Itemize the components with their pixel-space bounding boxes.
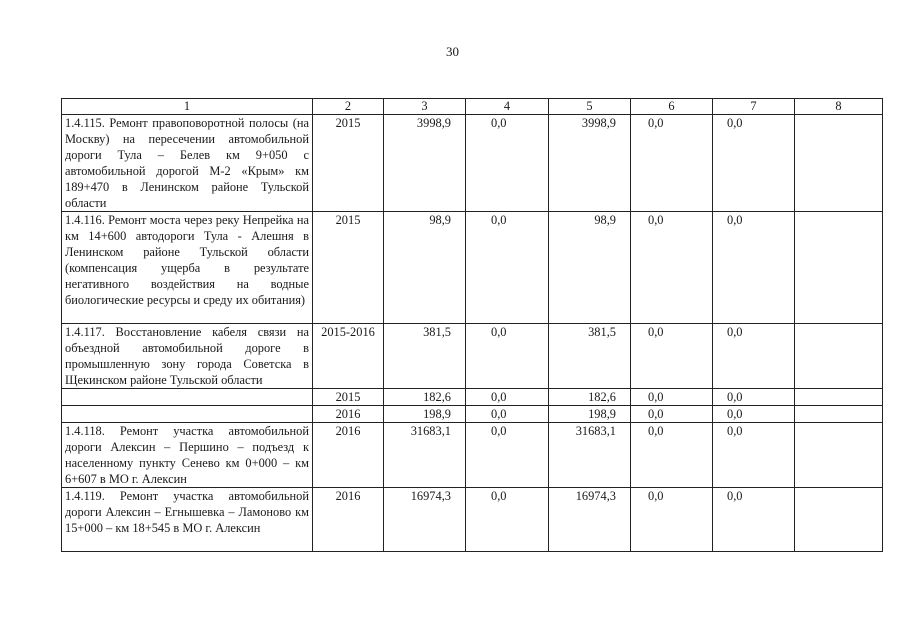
value-col-6: 0,0 [631,115,713,212]
page-number: 30 [446,44,459,59]
table-row [62,488,883,552]
item-name: 1.4.119. Ремонт участка автомобильной дороги Алексин – Егнышевка – Ламоново км 15+000 – км 18+545 в МО г. Алексин [62,488,313,552]
value-col-3: 16974,3 [384,488,466,552]
value-col-6: 0,0 [631,212,713,324]
value-col-5: 3998,9 [549,115,631,212]
value-col-7: 0,0 [713,212,795,324]
value-col-7: 0,0 [713,115,795,212]
table-row [62,212,883,324]
table-row [62,389,883,406]
item-name: 1.4.117. Восстановление кабеля связи на объездной автомобильной дороге в промышленную зону города Советска в Щекинском районе Тульской области [62,324,313,389]
table-row [62,115,883,212]
value-col-7: 0,0 [713,324,795,389]
item-year: 2016 [313,488,384,552]
value-col-4: 0,0 [466,488,549,552]
item-year: 2015 [313,115,384,212]
value-col-8 [795,406,883,423]
item-year: 2015 [313,212,384,324]
value-col-5: 16974,3 [549,488,631,552]
item-name [62,389,313,406]
value-col-6: 0,0 [631,406,713,423]
item-name: 1.4.118. Ремонт участка автомобильной дороги Алексин – Першино – подъезд к населенному пункту Сенево км 0+000 – км 6+607 в МО г. Алексин [62,423,313,488]
value-col-7: 0,0 [713,406,795,423]
value-col-8 [795,324,883,389]
value-col-5: 198,9 [549,406,631,423]
value-col-6: 0,0 [631,488,713,552]
budget-table [61,98,883,552]
value-col-3: 98,9 [384,212,466,324]
value-col-8 [795,115,883,212]
value-col-3: 31683,1 [384,423,466,488]
value-col-3: 182,6 [384,389,466,406]
value-col-8 [795,488,883,552]
column-header-5: 5 [549,99,631,115]
column-header-6: 6 [631,99,713,115]
value-col-5: 31683,1 [549,423,631,488]
value-col-4: 0,0 [466,115,549,212]
value-col-3: 381,5 [384,324,466,389]
item-year: 2015 [313,389,384,406]
value-col-4: 0,0 [466,212,549,324]
value-col-5: 98,9 [549,212,631,324]
column-header-8: 8 [795,99,883,115]
item-name [62,406,313,423]
column-header-3: 3 [384,99,466,115]
value-col-5: 182,6 [549,389,631,406]
value-col-7: 0,0 [713,488,795,552]
item-name: 1.4.116. Ремонт моста через реку Непрейка на км 14+600 автодороги Тула - Алешня в Ленинском районе Тульской области (компенсация ущерба в результате негативного воздействия на водные биологические ресурсы и среду их обитания) [62,212,313,324]
value-col-4: 0,0 [466,324,549,389]
table-header-row [62,99,883,115]
table-row [62,423,883,488]
value-col-8 [795,389,883,406]
column-header-1: 1 [62,99,313,115]
value-col-4: 0,0 [466,389,549,406]
value-col-6: 0,0 [631,324,713,389]
item-year: 2016 [313,406,384,423]
value-col-4: 0,0 [466,406,549,423]
column-header-4: 4 [466,99,549,115]
column-header-7: 7 [713,99,795,115]
table-row [62,406,883,423]
value-col-4: 0,0 [466,423,549,488]
item-name: 1.4.115. Ремонт правоповоротной полосы (на Москву) на пересечении автомобильной дороги Тула – Белев км 9+050 с автомобильной дорогой М-2 «Крым» км 189+470 в Ленинском районе Тульской области [62,115,313,212]
item-year: 2015-2016 [313,324,384,389]
value-col-6: 0,0 [631,423,713,488]
item-year: 2016 [313,423,384,488]
table-row [62,324,883,389]
value-col-3: 3998,9 [384,115,466,212]
value-col-8 [795,212,883,324]
value-col-5: 381,5 [549,324,631,389]
value-col-3: 198,9 [384,406,466,423]
value-col-6: 0,0 [631,389,713,406]
value-col-7: 0,0 [713,389,795,406]
value-col-8 [795,423,883,488]
column-header-2: 2 [313,99,384,115]
value-col-7: 0,0 [713,423,795,488]
